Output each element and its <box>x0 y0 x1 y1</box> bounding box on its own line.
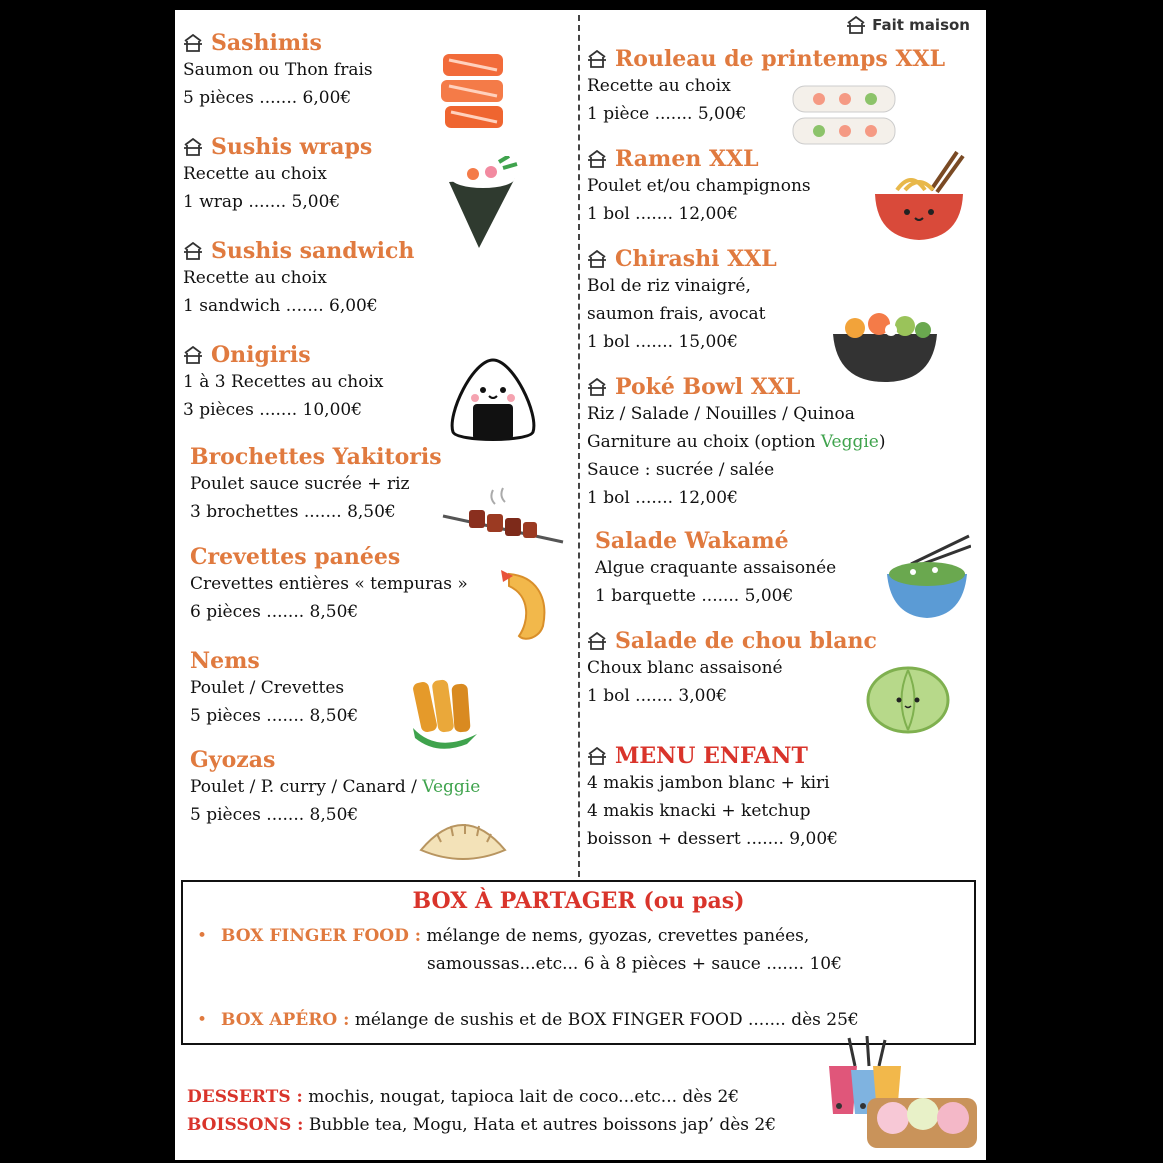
item-chou <box>587 628 877 710</box>
ramen-bowl-icon <box>871 150 967 246</box>
house-icon <box>183 34 203 52</box>
item-desc: Recette au choix <box>183 268 327 288</box>
item-price: 3 brochettes ....... 8,50€ <box>190 502 396 522</box>
veggie-label: Veggie <box>422 777 481 797</box>
item-price: 5 pièces ....... 6,00€ <box>183 88 352 108</box>
column-divider <box>578 15 580 877</box>
item-title: Sushis wraps <box>211 134 373 160</box>
item-price: 1 barquette ....... 5,00€ <box>595 586 794 606</box>
item-desc: 1 à 3 Recettes au choix <box>183 372 384 392</box>
item-title: Nems <box>190 648 260 674</box>
house-icon <box>587 50 607 68</box>
item-price: 1 bol ....... 15,00€ <box>587 332 738 352</box>
item-onigiris <box>183 342 384 424</box>
menu-sheet <box>175 10 986 1160</box>
item-poke <box>587 374 886 512</box>
chirashi-bowl-icon <box>829 300 941 384</box>
item-wakame <box>595 528 836 610</box>
item-title: Crevettes panées <box>190 544 401 570</box>
item-title: MENU ENFANT <box>615 743 808 769</box>
item-desc-2: 4 makis knacki + ketchup <box>587 801 811 821</box>
item-crevettes <box>190 544 468 626</box>
item-sashimis <box>183 30 373 112</box>
spring-roll-icon <box>789 84 899 148</box>
boissons-line: BOISSONS : Bubble tea, Mogu, Hata et autres boissons jap’ dès 2€ <box>187 1115 777 1135</box>
house-icon <box>183 138 203 156</box>
item-price: 5 pièces ....... 8,50€ <box>190 706 359 726</box>
yakitori-skewer-icon <box>441 486 565 552</box>
house-icon <box>846 16 866 34</box>
item-price: 1 sandwich ....... 6,00€ <box>183 296 378 316</box>
mochi-plate-icon <box>863 1082 981 1152</box>
item-ramen <box>587 146 811 228</box>
item-menu-enfant <box>587 743 838 853</box>
item-title: Brochettes Yakitoris <box>190 444 442 470</box>
item-desc: Poulet / P. curry / Canard / Veggie <box>190 777 481 797</box>
item-price: boisson + dessert ....... 9,00€ <box>587 829 838 849</box>
item-title: Chirashi XXL <box>615 246 777 272</box>
house-icon <box>587 150 607 168</box>
box-finger-food: • BOX FINGER FOOD : mélange de nems, gyozas, crevettes panées, <box>197 926 810 946</box>
item-desc: Choux blanc assaisoné <box>587 658 783 678</box>
item-garniture: Garniture au choix (option Veggie) <box>587 432 886 452</box>
item-price: 1 bol ....... 12,00€ <box>587 204 738 224</box>
item-price: 1 bol ....... 12,00€ <box>587 488 738 508</box>
item-desc: Recette au choix <box>183 164 327 184</box>
item-price: 1 pièce ....... 5,00€ <box>587 104 747 124</box>
item-desc: Poulet sauce sucrée + riz <box>190 474 410 494</box>
item-sushis-wraps <box>183 134 372 216</box>
item-price: 1 wrap ....... 5,00€ <box>183 192 341 212</box>
house-icon <box>587 378 607 396</box>
item-desc: Crevettes entières « tempuras » <box>190 574 468 594</box>
item-sushis-sandwich <box>183 238 414 320</box>
item-price: 6 pièces ....... 8,50€ <box>190 602 359 622</box>
item-title: Poké Bowl XXL <box>615 374 801 400</box>
item-title: Sashimis <box>211 30 322 56</box>
item-chirashi <box>587 246 777 356</box>
desserts-line: DESSERTS : mochis, nougat, tapioca lait de coco...etc... dès 2€ <box>187 1087 740 1107</box>
item-desc-2: saumon frais, avocat <box>587 304 766 324</box>
item-title: Gyozas <box>190 747 276 773</box>
item-desc: Poulet et/ou champignons <box>587 176 811 196</box>
item-title: Onigiris <box>211 342 311 368</box>
item-price: 5 pièces ....... 8,50€ <box>190 805 359 825</box>
item-price: 1 bol ....... 3,00€ <box>587 686 728 706</box>
nems-spring-roll-icon <box>407 674 487 750</box>
item-price: 3 pièces ....... 10,00€ <box>183 400 363 420</box>
onigiri-icon <box>443 354 543 444</box>
box-apero: • BOX APÉRO : mélange de sushis et de BOX FINGER FOOD ....... dès 25€ <box>197 1010 859 1030</box>
temaki-wrap-icon <box>443 156 523 252</box>
item-desc: Saumon ou Thon frais <box>183 60 373 80</box>
item-desc: Bol de riz vinaigré, <box>587 276 751 296</box>
house-icon <box>587 747 607 765</box>
gyoza-dumpling-icon <box>415 810 511 866</box>
item-title: Ramen XXL <box>615 146 759 172</box>
item-sauce: Sauce : sucrée / salée <box>587 460 775 480</box>
item-desc: Recette au choix <box>587 76 731 96</box>
box-title: BOX À PARTAGER (ou pas) <box>412 888 745 914</box>
salmon-sashimi-icon <box>437 50 509 134</box>
box-a-partager <box>181 880 976 1045</box>
cabbage-icon <box>865 660 951 734</box>
item-desc: Riz / Salade / Nouilles / Quinoa <box>587 404 855 424</box>
veggie-label: Veggie <box>820 432 879 452</box>
box-finger-food-2: samoussas...etc... 6 à 8 pièces + sauce ....... 10€ <box>427 954 842 974</box>
item-title: Salade de chou blanc <box>615 628 877 654</box>
house-icon <box>183 242 203 260</box>
legend: Fait maison <box>846 16 970 34</box>
house-icon <box>587 250 607 268</box>
house-icon <box>183 346 203 364</box>
tempura-shrimp-icon <box>495 566 557 646</box>
item-title: Salade Wakamé <box>595 528 789 554</box>
item-title: Sushis sandwich <box>211 238 415 264</box>
item-yakitoris <box>190 444 442 526</box>
item-desc: Poulet / Crevettes <box>190 678 345 698</box>
item-desc: Algue craquante assaisonée <box>595 558 837 578</box>
item-desc: 4 makis jambon blanc + kiri <box>587 773 830 793</box>
item-nems <box>190 648 358 730</box>
wakame-salad-icon <box>883 534 971 620</box>
item-title: Rouleau de printemps XXL <box>615 46 946 72</box>
house-icon <box>587 632 607 650</box>
